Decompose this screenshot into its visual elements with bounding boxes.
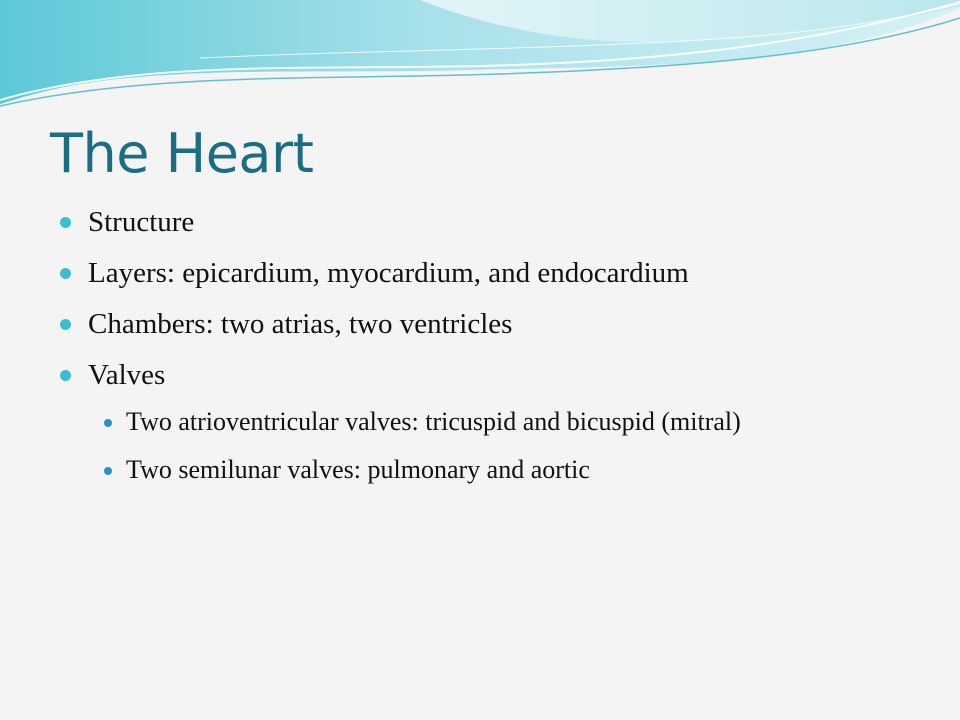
- bullet-text: Chambers: two atrias, two ventricles: [88, 308, 513, 340]
- bullet-dot-icon: [60, 268, 71, 279]
- sub-bullet-item: [104, 406, 864, 438]
- bullet-dot-icon: [60, 217, 71, 228]
- header-wave-decoration: [0, 0, 960, 120]
- sub-bullet-list: [104, 406, 864, 486]
- bullet-item: [60, 307, 920, 341]
- sub-bullet-group: [60, 406, 920, 486]
- sub-bullet-dot-icon: [104, 419, 112, 427]
- bullet-item: [60, 256, 920, 290]
- bullet-list: [60, 205, 920, 502]
- slide-title: The Heart: [50, 122, 314, 185]
- sub-bullet-text: Two semilunar valves: pulmonary and aortic: [126, 455, 590, 484]
- bullet-text: Valves: [88, 359, 166, 391]
- sub-bullet-dot-icon: [104, 467, 112, 475]
- bullet-text: Structure: [88, 206, 195, 238]
- bullet-dot-icon: [60, 319, 71, 330]
- bullet-item: [60, 205, 920, 239]
- sub-bullet-item: [104, 454, 864, 486]
- sub-bullet-text: Two atrioventricular valves: tricuspid and bicuspid (mitral): [126, 407, 741, 436]
- bullet-item: [60, 358, 920, 392]
- bullet-text: Layers: epicardium, myocardium, and endocardium: [88, 257, 689, 289]
- bullet-dot-icon: [60, 370, 71, 381]
